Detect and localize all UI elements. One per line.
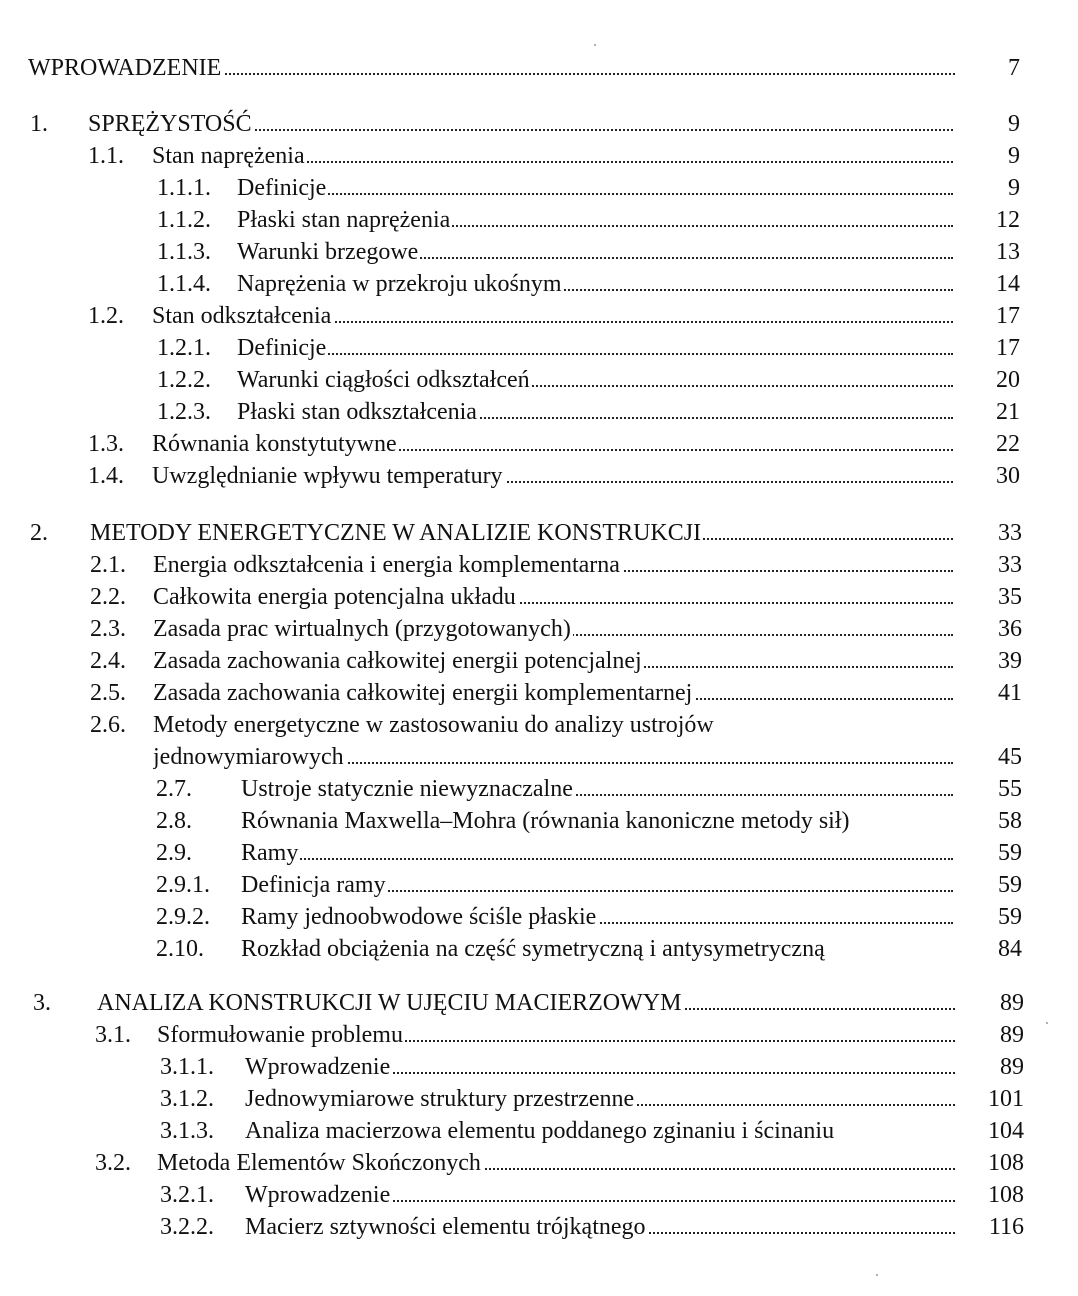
toc-entry-title-text: Energia odkształcenia i energia komplementarna (153, 552, 620, 578)
toc-entry-page: 104 (988, 1118, 1024, 1144)
toc-entry-page: 33 (998, 552, 1022, 578)
toc-entry-page: 17 (996, 303, 1020, 329)
toc-entry-title (152, 460, 953, 492)
toc-entry-title (153, 741, 953, 773)
toc-entry (0, 204, 1078, 236)
toc-entry-title-text: Sformułowanie problemu (157, 1022, 403, 1048)
toc-entry-title-text: Zasada zachowania całkowitej energii potencjalnej (153, 648, 642, 674)
toc-entry-title (237, 332, 953, 364)
scan-speck (1046, 1022, 1048, 1024)
toc-entry-page: 55 (998, 776, 1022, 802)
toc-entry-title-text: Ustroje statycznie niewyznaczalne (241, 776, 573, 802)
toc-entry-page: 9 (1008, 111, 1020, 137)
toc-entry-title (153, 613, 953, 645)
toc-entry (0, 268, 1078, 300)
toc-entry-page: 9 (1008, 143, 1020, 169)
toc-entry-number: 1.2. (88, 303, 124, 329)
toc-entry-number: 2.5. (90, 680, 126, 706)
toc-entry-title (153, 549, 953, 581)
toc-entry-title-text: Definicje (237, 175, 327, 201)
toc-entry-page: 116 (988, 1214, 1024, 1240)
toc-entry-title-text: Rozkład obciążenia na część symetryczną i antysymetryczną (241, 936, 825, 962)
toc-entry-title (153, 645, 953, 677)
toc-entry-page: 89 (1000, 990, 1024, 1016)
toc-entry (0, 901, 1078, 933)
toc-entry-title-text: Równania konstytutywne (152, 431, 397, 457)
toc-entry-number: 1.1.3. (157, 239, 211, 265)
toc-entry-number: 3.1. (95, 1022, 131, 1048)
toc-entry (0, 172, 1078, 204)
toc-entry-page: 58 (998, 808, 1022, 834)
toc-entry (0, 1179, 1078, 1211)
toc-entry-number: 1.1. (88, 143, 124, 169)
toc-entry-number: 2.7. (156, 776, 192, 802)
toc-entry-page: 89 (1000, 1022, 1024, 1048)
toc-entry-number: 2.10. (156, 936, 204, 962)
toc-entry (0, 709, 1078, 741)
toc-entry (0, 364, 1078, 396)
toc-entry-title (245, 1211, 955, 1243)
toc-entry-page: 20 (996, 367, 1020, 393)
toc-entry-page: 22 (996, 431, 1020, 457)
toc-entry-number: 3.2.1. (160, 1182, 214, 1208)
toc-entry-title (90, 517, 953, 549)
toc-entry-title (241, 901, 953, 933)
toc-entry-title (28, 52, 955, 84)
toc-entry-page: 84 (998, 936, 1022, 962)
toc-entry-page: 59 (998, 904, 1022, 930)
toc-entry-title-text: Warunki brzegowe (237, 239, 419, 265)
toc-entry-title (237, 236, 953, 268)
toc-entry-title-text: Płaski stan odkształcenia (237, 399, 477, 425)
toc-entry-title-text: SPRĘŻYSTOŚĆ (88, 111, 252, 137)
toc-entry-number: 2.9. (156, 840, 192, 866)
toc-entry-number: 3.1.3. (160, 1118, 214, 1144)
toc-entry (0, 773, 1078, 805)
toc-entry-title-text: WPROWADZENIE (28, 55, 222, 81)
toc-entry (0, 869, 1078, 901)
toc-entry-page: 14 (996, 271, 1020, 297)
toc-entry (0, 396, 1078, 428)
toc-entry-page: 39 (998, 648, 1022, 674)
toc-entry-title (245, 1083, 955, 1115)
toc-entry-number: 2.4. (90, 648, 126, 674)
toc-entry-number: 3.1.2. (160, 1086, 214, 1112)
toc-entry-title (153, 709, 953, 741)
toc-entry (0, 332, 1078, 364)
toc-entry-title-text: Warunki ciągłości odkształceń (237, 367, 530, 393)
toc-entry (0, 645, 1078, 677)
toc-entry (0, 140, 1078, 172)
toc-entry-number: 1.1.1. (157, 175, 211, 201)
toc-entry-title (152, 428, 953, 460)
toc-entry-title-text: Zasada zachowania całkowitej energii komplementarnej (153, 680, 693, 706)
toc-entry-title-text: Ramy jednoobwodowe ściśle płaskie (241, 904, 597, 930)
toc-entry (0, 52, 1078, 84)
toc-entry (0, 1051, 1078, 1083)
toc-entry-title (237, 204, 953, 236)
toc-entry-title (245, 1115, 955, 1147)
toc-entry (0, 741, 1078, 773)
toc-entry-title-text: Zasada prac wirtualnych (przygotowanych) (153, 616, 571, 642)
toc-entry-number: 1.3. (88, 431, 124, 457)
toc-entry-title (157, 1147, 955, 1179)
toc-entry-title (152, 140, 953, 172)
toc-entry-page: 89 (1000, 1054, 1024, 1080)
toc-entry-number: 3. (33, 990, 51, 1016)
toc-entry-title (241, 837, 953, 869)
toc-entry-title (237, 364, 953, 396)
toc-entry (0, 460, 1078, 492)
toc-entry-number: 1. (30, 111, 48, 137)
toc-entry-title-text: Wprowadzenie (245, 1182, 391, 1208)
toc-entry-page: 35 (998, 584, 1022, 610)
toc-entry-title (152, 300, 953, 332)
scan-speck (876, 1274, 878, 1276)
toc-entry-title-text: jednowymiarowych (153, 744, 344, 770)
toc-entry-title-text: Definicja ramy (241, 872, 386, 898)
toc-entry-page: 108 (988, 1182, 1024, 1208)
toc-entry-number: 2. (30, 520, 48, 546)
toc-entry-title-text: Naprężenia w przekroju ukośnym (237, 271, 562, 297)
toc-entry-title (241, 933, 953, 965)
toc-entry-title-text: Stan naprężenia (152, 143, 305, 169)
toc-entry-title-text: Uwzględnianie wpływu temperatury (152, 463, 503, 489)
toc-entry-title-text: ANALIZA KONSTRUKCJI W UJĘCIU MACIERZOWYM (97, 990, 682, 1016)
toc-entry (0, 677, 1078, 709)
toc-entry-title-text: Wprowadzenie (245, 1054, 391, 1080)
toc-entry-title-text: Całkowita energia potencjalna układu (153, 584, 516, 610)
toc-entry-title-text: METODY ENERGETYCZNE W ANALIZIE KONSTRUKCJI (90, 520, 702, 546)
toc-entry-title-text: Analiza macierzowa elementu poddanego zginaniu i ścinaniu (245, 1118, 835, 1144)
toc-entry-number: 2.6. (90, 712, 126, 738)
toc-entry (0, 581, 1078, 613)
toc-entry-page: 13 (996, 239, 1020, 265)
toc-entry-page: 30 (996, 463, 1020, 489)
toc-entry (0, 1211, 1078, 1243)
toc-entry-title (241, 805, 953, 837)
toc-entry-number: 2.8. (156, 808, 192, 834)
toc-entry-title-text: Metody energetyczne w zastosowaniu do analizy ustrojów (153, 712, 714, 738)
toc-entry-number: 1.2.2. (157, 367, 211, 393)
toc-entry-page: 33 (998, 520, 1022, 546)
toc-entry-page: 41 (998, 680, 1022, 706)
toc-entry-title (237, 396, 953, 428)
toc-entry (0, 236, 1078, 268)
toc-entry-title (153, 677, 953, 709)
toc-entry-title-text: Równania Maxwella–Mohra (równania kanoniczne metody sił) (241, 808, 850, 834)
toc-entry-page: 7 (1008, 55, 1020, 81)
toc-entry (0, 805, 1078, 837)
toc-entry-number: 1.4. (88, 463, 124, 489)
toc-entry-page: 9 (1008, 175, 1020, 201)
toc-entry (0, 1147, 1078, 1179)
toc-entry (0, 1019, 1078, 1051)
toc-entry (0, 549, 1078, 581)
toc-entry (0, 108, 1078, 140)
toc-entry-number: 2.2. (90, 584, 126, 610)
toc-entry-title-text: Definicje (237, 335, 327, 361)
toc-entry-title-text: Płaski stan naprężenia (237, 207, 451, 233)
toc-entry-page: 59 (998, 840, 1022, 866)
toc-entry (0, 613, 1078, 645)
toc-entry-page: 59 (998, 872, 1022, 898)
toc-entry-number: 1.1.2. (157, 207, 211, 233)
toc-entry-title (237, 172, 953, 204)
toc-entry-page: 45 (998, 744, 1022, 770)
toc-entry-number: 2.3. (90, 616, 126, 642)
toc-entry-title-text: Ramy (241, 840, 299, 866)
toc-entry-title-text: Stan odkształcenia (152, 303, 332, 329)
toc-entry-page: 108 (988, 1150, 1024, 1176)
toc-entry-title-text: Jednowymiarowe struktury przestrzenne (245, 1086, 635, 1112)
toc-entry-page: 101 (988, 1086, 1024, 1112)
toc-entry (0, 933, 1078, 965)
toc-entry (0, 1115, 1078, 1147)
toc-entry-title (237, 268, 953, 300)
toc-entry (0, 517, 1078, 549)
toc-entry-page: 21 (996, 399, 1020, 425)
toc-entry-number: 3.1.1. (160, 1054, 214, 1080)
toc-entry-title (241, 869, 953, 901)
toc-entry-title (153, 581, 953, 613)
toc-entry-page: 17 (996, 335, 1020, 361)
toc-entry-number: 3.2.2. (160, 1214, 214, 1240)
toc-entry-title (157, 1019, 955, 1051)
toc-entry (0, 428, 1078, 460)
toc-entry (0, 837, 1078, 869)
toc-entry-number: 3.2. (95, 1150, 131, 1176)
toc-entry-title-text: Metoda Elementów Skończonych (157, 1150, 481, 1176)
toc-entry (0, 987, 1078, 1019)
scan-speck (594, 44, 596, 46)
toc-entry-title (245, 1051, 955, 1083)
toc-entry-number: 1.2.3. (157, 399, 211, 425)
toc-entry-title-text: Macierz sztywności elementu trójkątnego (245, 1214, 646, 1240)
toc-entry-number: 2.1. (90, 552, 126, 578)
toc-entry-page: 12 (996, 207, 1020, 233)
toc-entry-title (97, 987, 955, 1019)
toc-entry (0, 300, 1078, 332)
toc-entry-title (245, 1179, 955, 1211)
toc-entry-title (88, 108, 953, 140)
toc-entry-title (241, 773, 953, 805)
toc-entry-number: 2.9.1. (156, 872, 210, 898)
toc-entry-page: 36 (998, 616, 1022, 642)
toc-entry-number: 1.2.1. (157, 335, 211, 361)
toc-entry-number: 2.9.2. (156, 904, 210, 930)
toc-entry (0, 1083, 1078, 1115)
toc-entry-number: 1.1.4. (157, 271, 211, 297)
